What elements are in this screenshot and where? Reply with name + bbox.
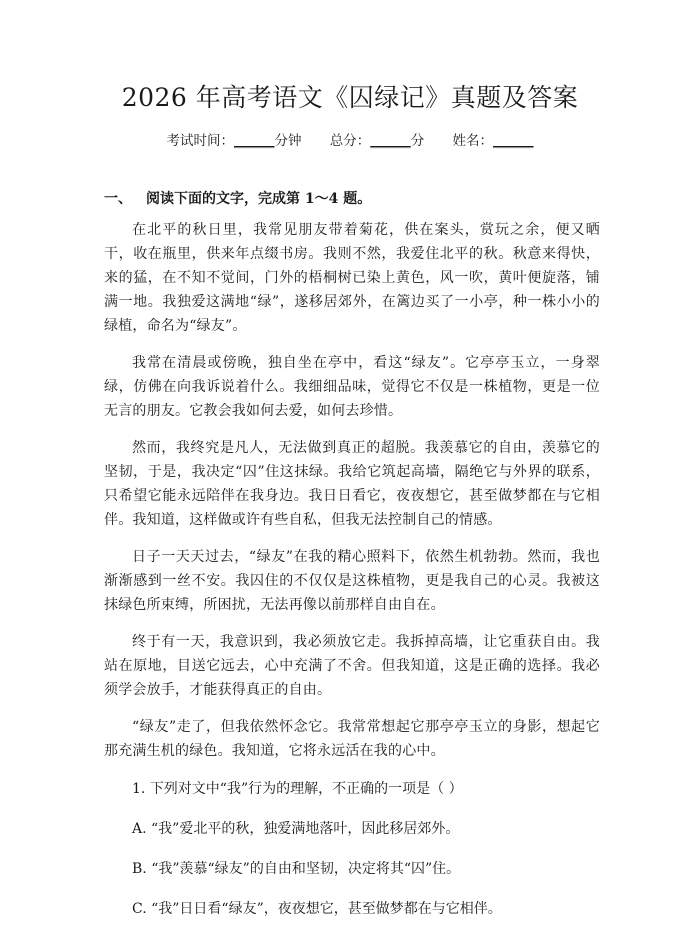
passage-paragraph: 日子一天天过去，“绿友”在我的精心照料下，依然生机勃勃。然而，我也渐渐感到一丝不安。我囚住的不仅仅是这株植物，更是我自己的心灵。我被这抹绿色所束缚，所困扰，无法再像以前那样自由自在。 xyxy=(104,549,600,613)
student-name-blank: ______ xyxy=(493,133,534,149)
total-score-blank: ______ xyxy=(370,133,411,149)
question-option-b: B. “我”羡慕“绿友”的自由和坚韧，决定将其“囚”住。 xyxy=(132,861,461,877)
exam-time-unit: 分钟 xyxy=(274,133,302,149)
section-number: 一、 xyxy=(104,191,132,207)
exam-info-line xyxy=(0,131,700,151)
student-name-group xyxy=(453,133,534,149)
exam-time-label: 考试时间： xyxy=(166,133,234,149)
question-option-c: C. “我”日日看“绿友”，夜夜想它，甚至做梦都在与它相伴。 xyxy=(132,901,502,917)
section-heading xyxy=(104,189,371,209)
passage-paragraph: 终于有一天，我意识到，我必须放它走。我拆掉高墙，让它重获自由。我站在原地，目送它远去，心中充满了不舍。但我知道，这是正确的选择。我必须学会放手，才能获得真正的自由。 xyxy=(104,634,600,698)
question-option-a: A. “我”爱北平的秋，独爱满地落叶，因此移居郊外。 xyxy=(132,821,460,837)
exam-time-blank: ______ xyxy=(233,133,275,149)
passage-paragraph: 我常在清晨或傍晚，独自坐在亭中，看这“绿友”。它亭亭玉立，一身翠绿，仿佛在向我诉说着什么。我细细品味，觉得它不仅是一株植物，更是一位无言的朋友。它教会我如何去爱，如何去珍惜。 xyxy=(104,355,600,419)
total-score-group xyxy=(330,133,429,149)
student-name-label: 姓名： xyxy=(452,133,494,149)
total-score-label: 总分： xyxy=(329,133,371,149)
passage-paragraph: 在北平的秋日里，我常见朋友带着菊花，供在案头，赏玩之余，便又晒干，收在瓶里，供来年点缀书房。我则不然，我爱住北平的秋。秋意来得快，来的猛，在不知不觉间，门外的梧桐树已染上黄色，风一吹，黄叶便旋落，铺满一地。我独爱这满地“绿”，遂移居郊外，在篱边买了一小亭，种一株小小的绿植，命名为“绿友”。 xyxy=(104,222,600,334)
section-title: 阅读下面的文字，完成第 1～4 题。 xyxy=(146,191,372,207)
passage-paragraph: 然而，我终究是凡人，无法做到真正的超脱。我羡慕它的自由，羡慕它的坚韧，于是，我决定“囚”住这抹绿。我给它筑起高墙，隔绝它与外界的联系，只希望它能永远陪伴在我身边。我日日看它，夜夜想它，甚至做梦都在与它相伴。我知道，这样做或许有些自私，但我无法控制自己的情感。 xyxy=(104,440,600,528)
total-score-unit: 分 xyxy=(410,133,425,149)
passage-paragraph: “绿友”走了，但我依然怀念它。我常常想起它那亭亭玉立的身影，想起它那充满生机的绿色。我知道，它将永远活在我的心中。 xyxy=(104,719,600,759)
exam-time-group xyxy=(166,133,305,149)
question-stem: 1. 下列对文中“我”行为的理解，不正确的一项是（ ） xyxy=(132,781,463,797)
reading-passage xyxy=(104,218,600,936)
page-title: 2026 年高考语文《囚绿记》真题及答案 xyxy=(121,83,579,112)
